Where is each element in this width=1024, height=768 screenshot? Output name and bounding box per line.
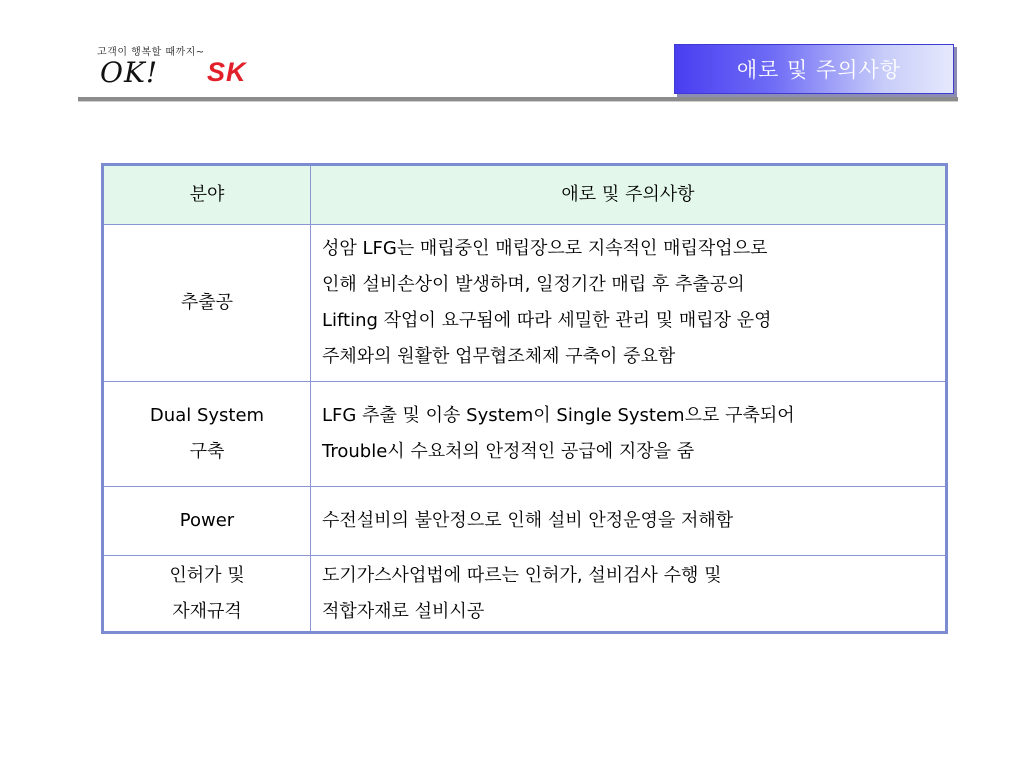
- table-row: [103, 225, 947, 382]
- header-divider: [78, 97, 958, 102]
- note-line: 도기가스사업법에 따르는 인허가, 설비검사 수행 및: [322, 564, 722, 586]
- note-line: LFG 추출 및 이송 System이 Single System으로 구축되어: [322, 405, 795, 426]
- field-cell: [103, 556, 311, 633]
- note-line: Lifting 작업이 요구됨에 따라 세밀한 관리 및 매립장 운영: [322, 310, 772, 331]
- note-line: 성암 LFG는 매립중인 매립장으로 지속적인 매립작업으로: [322, 238, 768, 259]
- note-cell: [311, 487, 947, 556]
- table-row: [103, 487, 947, 556]
- logo-sk-mark: SK: [207, 57, 247, 87]
- note-line: 적합자재로 설비시공: [322, 600, 485, 622]
- field-text: Dual System: [149, 405, 265, 426]
- column-header-notes: 애로 및 주의사항: [311, 165, 947, 225]
- logo-ok-mark: OK!: [100, 56, 159, 89]
- field-cell: [103, 487, 311, 556]
- table-header-row: [103, 165, 947, 225]
- field-text: 구축: [189, 441, 225, 462]
- slide-title-box: [674, 44, 954, 94]
- table-row: [103, 382, 947, 487]
- table-row: [103, 556, 947, 633]
- note-line: 수전설비의 불안정으로 인해 설비 안정운영을 저해함: [322, 510, 734, 531]
- note-line: Trouble시 수요처의 안정적인 공급에 지장을 줌: [322, 441, 695, 462]
- field-text: 추출공: [180, 292, 234, 313]
- field-cell: [103, 382, 311, 487]
- issues-table: [101, 163, 948, 634]
- field-text: 인허가 및: [169, 564, 245, 586]
- slide-title: 애로 및 주의사항: [736, 58, 902, 82]
- note-cell: [311, 382, 947, 487]
- logo-tagline: 고객이 행복할 때까지~: [97, 47, 205, 58]
- note-cell: [311, 556, 947, 633]
- field-cell: [103, 225, 311, 382]
- column-header-field: 분야: [103, 165, 311, 225]
- field-text: 자재규격: [172, 600, 242, 622]
- note-cell: [311, 225, 947, 382]
- note-line: 인해 설비손상이 발생하며, 일정기간 매립 후 추출공의: [322, 274, 745, 295]
- field-text: Power: [179, 510, 235, 531]
- note-line: 주체와의 원활한 업무협조체제 구축이 중요함: [322, 346, 676, 367]
